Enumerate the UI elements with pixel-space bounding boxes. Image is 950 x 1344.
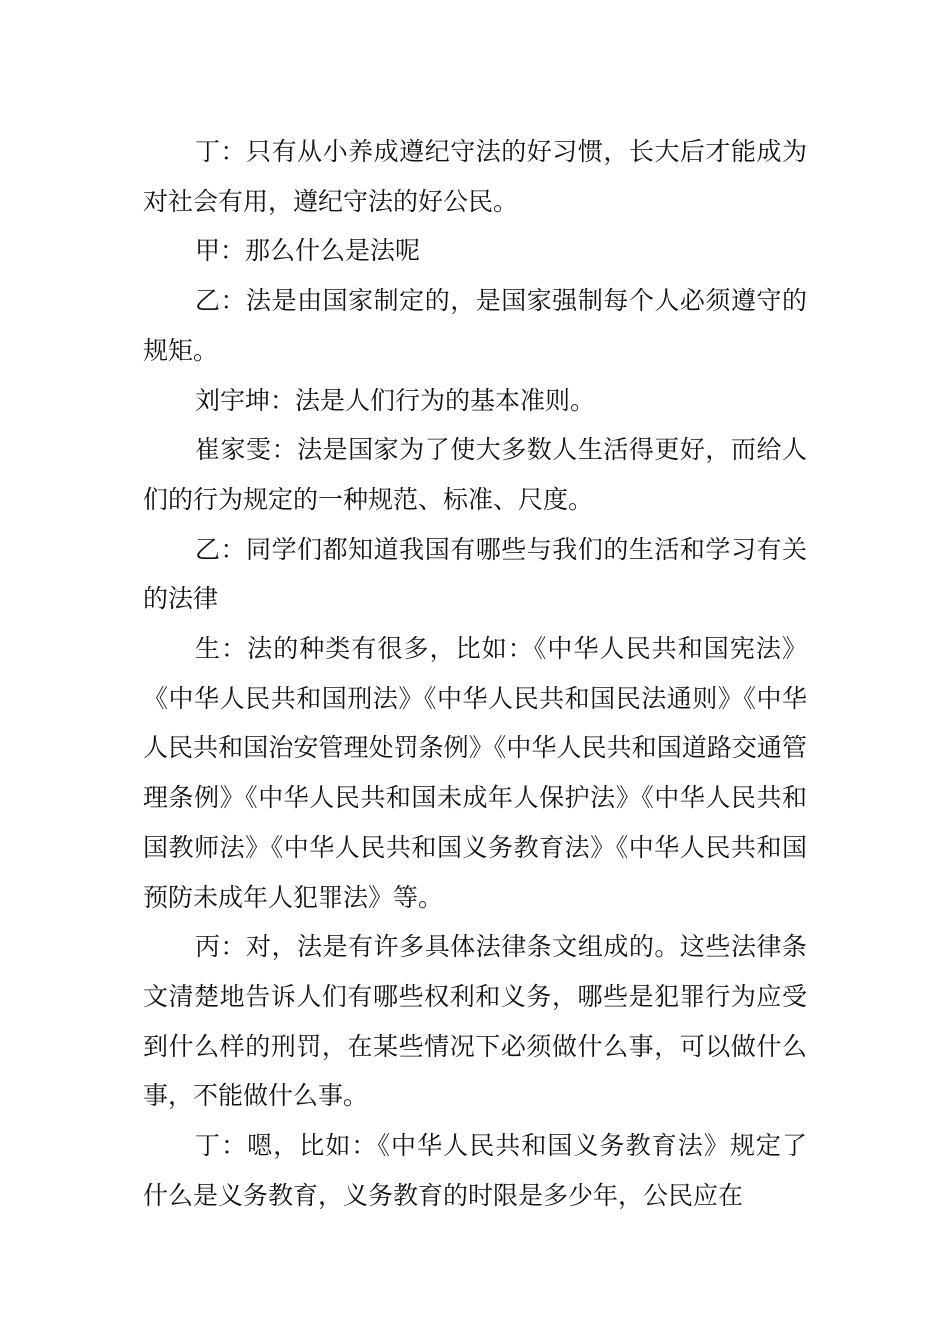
- paragraph-ding-example: 丁：嗯，比如：《中华人民共和国义务教育法》规定了什么是义务教育，义务教育的时限是多少年，公民应在: [143, 1131, 807, 1210]
- paragraph-jia-question: 甲：那么什么是法呢: [195, 236, 421, 266]
- paragraph-sheng-laws-list: 生：法的种类有很多，比如：《中华人民共和国宪法》《中华人民共和国刑法》《中华人民共和国民法通则》《中华人民共和国治安管理处罚条例》《中华人民共和国道路交通管理条例》《中华人民共和国未成年人保护法》《中华人民共和国教师法》《中华人民共和国义务教育法》《中华人民共和国预防未成年人犯罪法》等。: [143, 634, 807, 912]
- paragraph-yi-question: 乙：同学们都知道我国有哪些与我们的生活和学习有关的法律: [143, 534, 807, 614]
- paragraph-cui-jiawen: 崔家雯：法是国家为了使大多数人生活得更好，而给人们的行为规定的一种规范、标准、尺度。: [143, 435, 807, 514]
- paragraph-liu-yukun: 刘宇坤：法是人们行为的基本准则。: [195, 385, 596, 415]
- paragraph-ding-habit: 丁：只有从小养成遵纪守法的好习惯，长大后才能成为对社会有用，遵纪守法的好公民。: [143, 137, 807, 216]
- paragraph-yi-definition: 乙：法是由国家制定的，是国家强制每个人必须遵守的规矩。: [143, 286, 807, 365]
- document-body: [143, 127, 807, 1220]
- paragraph-bing-provisions: 丙：对，法是有许多具体法律条文组成的。这些法律条文清楚地告诉人们有哪些权利和义务，哪些是犯罪行为应受到什么样的刑罚，在某些情况下必须做什么事，可以做什么事，不能做什么事。: [143, 932, 807, 1111]
